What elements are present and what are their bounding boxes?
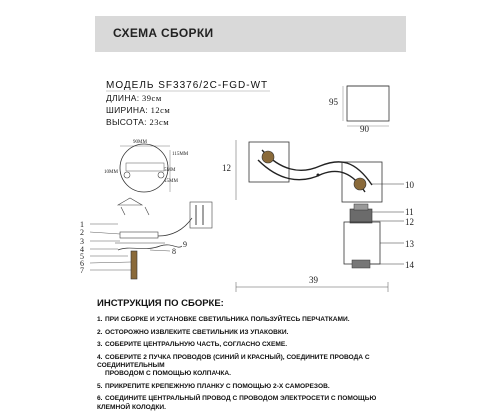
model-name: МОДЕЛЬ SF3376/2C-FGD-WT <box>106 80 269 91</box>
callout-12: 12 <box>405 217 414 227</box>
spec-height-label: ВЫСОТА: <box>106 117 147 127</box>
instruction-step: 4. СОБЕРИТЕ 2 ПУЧКА ПРОВОДОВ (СИНИЙ И КРАСНЫЙ), СОЕДИНИТЕ ПРОВОДА С СОЕДИНИТЕЛЬНЫМ ПРОВОДОМ С ПОМОЩЬЮ КОЛПАЧКА. <box>97 353 370 378</box>
instruction-step: 2. ОСТОРОЖНО ИЗВЛЕКИТЕ СВЕТИЛЬНИК ИЗ УПАКОВКИ. <box>97 328 289 336</box>
plan-view <box>222 140 415 202</box>
length-dimension <box>236 275 388 292</box>
callout-8: 8 <box>172 247 176 256</box>
callout-9: 9 <box>183 240 187 249</box>
instructions-title: ИНСТРУКЦИЯ ПО СБОРКЕ: <box>97 298 224 309</box>
spec-width-label: ШИРИНА: <box>106 105 148 115</box>
exploded-assembly <box>80 198 212 279</box>
callout-2: 2 <box>80 228 84 237</box>
mount-plate-detail <box>104 140 189 192</box>
callout-11: 11 <box>405 207 414 217</box>
instruction-step: 3. СОБЕРИТЕ ЦЕНТРАЛЬНУЮ ЧАСТЬ, СОГЛАСНО СХЕМЕ. <box>97 341 288 349</box>
callout-10: 10 <box>405 180 414 190</box>
plan-height-label: 12 <box>222 163 231 173</box>
instructions-list <box>97 316 397 416</box>
spec-length-label: ДЛИНА: <box>106 93 140 103</box>
small-box-width: 90 <box>360 124 369 134</box>
plan-length-label: 39 <box>309 275 318 285</box>
mount-r2-label: 15MM <box>164 179 178 184</box>
small-box-view <box>329 86 389 134</box>
instruction-step: 1. ПРИ СБОРКЕ И УСТАНОВКЕ СВЕТИЛЬНИКА ПОЛЬЗУЙТЕСЬ ПЕРЧАТКАМИ. <box>97 316 350 323</box>
mount-width-label: 90MM <box>133 140 147 145</box>
callout-13: 13 <box>405 239 414 249</box>
spec-length-value: 39см <box>142 93 162 103</box>
instruction-step: 5. ПРИКРЕПИТЕ КРЕПЕЖНУЮ ПЛАНКУ С ПОМОЩЬЮ 2-Х САМОРЕЗОВ. <box>97 382 330 390</box>
callout-4: 4 <box>80 245 84 254</box>
callout-5: 5 <box>80 252 84 261</box>
instruction-step: 6. СОЕДИНИТЕ ЦЕНТРАЛЬНЫЙ ПРОВОД С ПРОВОДОМ ЭЛЕКТРОСЕТИ С ПОМОЩЬЮ КЛЕМНОЙ КОЛОДКИ. <box>97 395 377 411</box>
callout-7: 7 <box>80 266 84 275</box>
spec-width-value: 12см <box>150 105 171 115</box>
lamp-side-view <box>344 204 415 270</box>
callout-1: 1 <box>80 220 84 229</box>
mount-r1-label: 5MM <box>164 168 176 173</box>
spec-height-value: 23см <box>149 117 170 127</box>
callout-3: 3 <box>80 237 84 246</box>
callout-14: 14 <box>405 260 414 270</box>
mount-side-label: 115MM <box>172 152 189 157</box>
callout-6: 6 <box>80 259 84 268</box>
mount-left-label: 10MM <box>104 170 118 175</box>
small-box-height: 95 <box>329 97 338 107</box>
page-title: СХЕМА СБОРКИ <box>113 26 214 40</box>
